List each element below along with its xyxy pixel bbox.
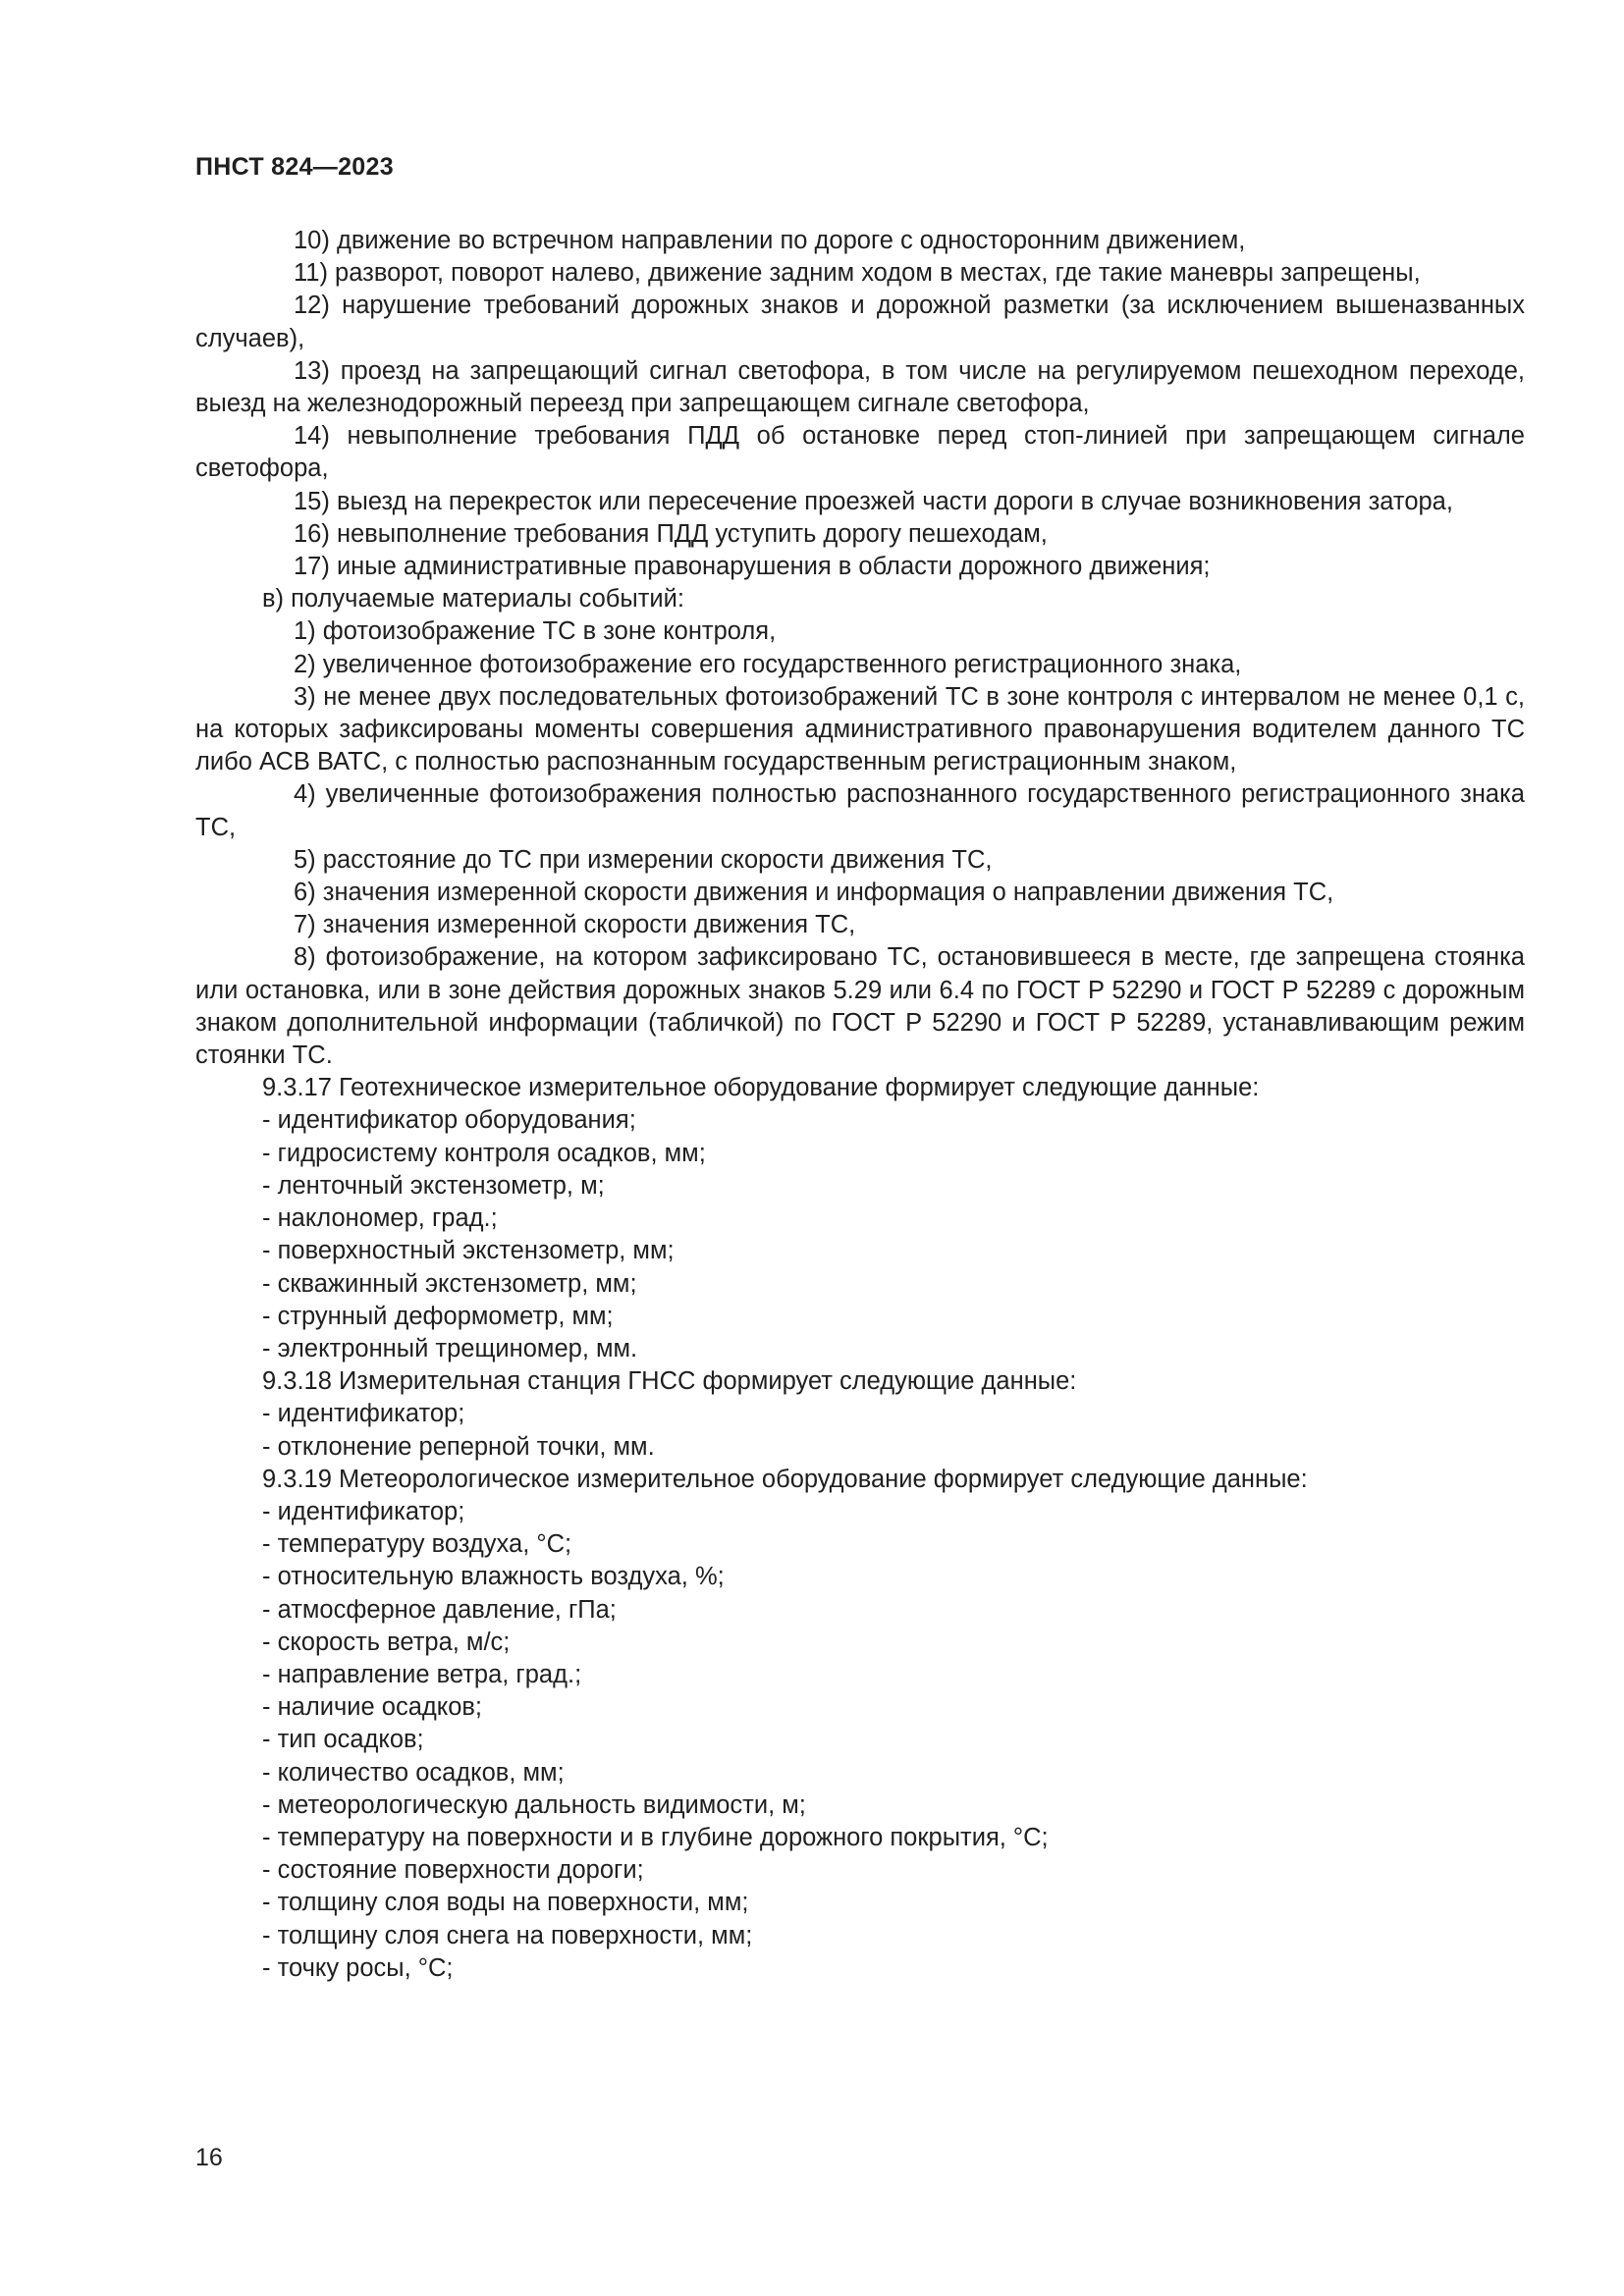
section-9-3-18-heading: 9.3.18 Измерительная станция ГНСС формирует следующие данные: [262, 1367, 1077, 1396]
list-item: - ленточный экстензометр, м; [262, 1171, 605, 1200]
list-item: 7) значения измеренной скорости движения ТС, [294, 911, 856, 939]
list-item: - отклонение реперной точки, мм. [262, 1432, 655, 1461]
section-9-3-19-heading: 9.3.19 Метеорологическое измерительное оборудование формирует следующие данные: [262, 1465, 1308, 1493]
list-item: - наличие осадков; [262, 1693, 483, 1722]
list-item: 8) фотоизображение, на котором зафиксировано ТС, остановившееся в месте, где запрещена стоянка или остановка, или в зоне действия дорожных знаков 5.29 или 6.4 по ГОСТ Р 52290 и ГОСТ Р 52289 с дорожным знаком дополнительной информации (табличкой) по ГОСТ Р 52290 и ГОСТ Р 52289, устанавливающим режим стоянки ТС. [195, 943, 1525, 1070]
list-item: - идентификатор; [262, 1497, 465, 1525]
page-number: 16 [195, 2144, 223, 2171]
list-item: - количество осадков, мм; [262, 1758, 565, 1787]
list-item: 11) разворот, поворот налево, движение задним ходом в местах, где такие маневры запрещены, [294, 259, 1421, 288]
list-item: 14) невыполнение требования ПДД об остановке перед стоп-линией при запрещающем сигнале светофора, [195, 422, 1525, 483]
list-item: - наклономер, град.; [262, 1204, 498, 1233]
list-item: - состояние поверхности дороги; [262, 1856, 644, 1885]
list-item: - идентификатор оборудования; [262, 1106, 636, 1135]
list-item: - направление ветра, град.; [262, 1660, 582, 1688]
list-item: 6) значения измеренной скорости движения и информация о направлении движения ТС, [294, 879, 1334, 907]
list-item: - поверхностный экстензометр, мм; [262, 1237, 675, 1265]
list-item: - температуру на поверхности и в глубине дорожного покрытия, °С; [262, 1823, 1049, 1851]
section-v-heading: в) получаемые материалы событий: [262, 585, 684, 614]
list-item: - относительную влажность воздуха, %; [262, 1563, 725, 1591]
list-item: 15) выезд на перекресток или пересечение проезжей части дороги в случае возникновения затора, [294, 487, 1453, 515]
list-item: 12) нарушение требований дорожных знаков и дорожной разметки (за исключением вышеназванных случаев), [195, 292, 1525, 352]
list-item: - температуру воздуха, °С; [262, 1530, 572, 1559]
list-item: - электронный трещиномер, мм. [262, 1334, 638, 1362]
document-body [195, 225, 1525, 1985]
document-header: ПНСТ 824—2023 [195, 153, 394, 181]
list-item: - скважинный экстензометр, мм; [262, 1269, 637, 1298]
list-item: - струнный деформометр, мм; [262, 1302, 614, 1330]
list-item: 2) увеличенное фотоизображение его государственного регистрационного знака, [294, 650, 1242, 678]
list-item: - точку росы, °С; [262, 1953, 454, 1982]
list-item: 1) фотоизображение ТС в зоне контроля, [294, 617, 777, 646]
list-item: 5) расстояние до ТС при измерении скорости движения ТС, [294, 845, 993, 874]
list-item: - метеорологическую дальность видимости, м; [262, 1790, 806, 1819]
list-item: - идентификатор; [262, 1400, 465, 1428]
list-item: 16) невыполнение требования ПДД уступить дорогу пешеходам, [294, 519, 1048, 548]
list-item: - толщину слоя воды на поверхности, мм; [262, 1889, 749, 1917]
list-item: - гидросистему контроля осадков, мм; [262, 1139, 706, 1167]
list-item: 4) увеличенные фотоизображения полностью распознанного государственного регистрационного знака ТС, [195, 780, 1525, 841]
list-item: - атмосферное давление, гПа; [262, 1595, 617, 1624]
list-item: - толщину слоя снега на поверхности, мм; [262, 1921, 753, 1949]
section-9-3-17-heading: 9.3.17 Геотехническое измерительное оборудование формирует следующие данные: [262, 1074, 1260, 1102]
list-item: 17) иные административные правонарушения в области дорожного движения; [294, 553, 1211, 581]
list-item: 13) проезд на запрещающий сигнал светофора, в том числе на регулируемом пешеходном переходе, выезд на железнодорожный переезд при запрещающем сигнале светофора, [195, 356, 1525, 418]
list-item: 3) не менее двух последовательных фотоизображений ТС в зоне контроля с интервалом не менее 0,1 с, на которых зафиксированы моменты совершения административного правонарушения водителем данного ТС либо АСВ ВАТС, с полностью распознанным государственным регистрационным знаком, [195, 682, 1525, 776]
list-item: - тип осадков; [262, 1726, 424, 1754]
list-item: - скорость ветра, м/с; [262, 1628, 511, 1656]
list-item: 10) движение во встречном направлении по дороге с односторонним движением, [294, 227, 1246, 254]
